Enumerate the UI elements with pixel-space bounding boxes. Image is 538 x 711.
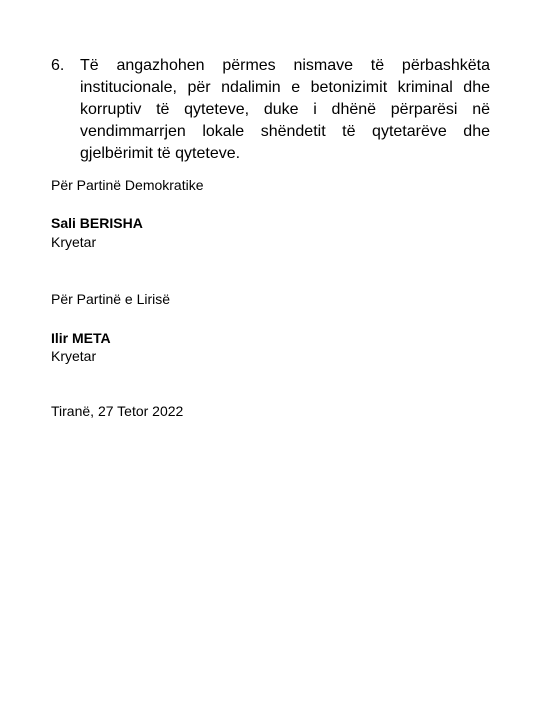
signatory-title-meta: Kryetar (51, 348, 97, 364)
item-number: 6. (51, 57, 65, 74)
place-and-date: Tiranë, 27 Tetor 2022 (51, 403, 184, 419)
signatory-party-freedom: Për Partinë e Lirisë (51, 291, 171, 307)
signatory-title-berisha: Kryetar (51, 234, 97, 250)
signatory-name-meta: Ilir META (51, 330, 111, 346)
item-text: Të angazhohen përmes nismave të përbashkëta institucionale, për ndalimin e betonizimit kriminal dhe korruptiv të qyteteve, duke i dhënë përparësi në vendimmarrjen lokale shëndetit të qytetarëve dhe gjelbërimit të qyteteve. (80, 57, 490, 162)
signatory-party-democratic: Për Partinë Demokratike (51, 177, 204, 193)
signatory-name-berisha: Sali BERISHA (51, 215, 143, 231)
